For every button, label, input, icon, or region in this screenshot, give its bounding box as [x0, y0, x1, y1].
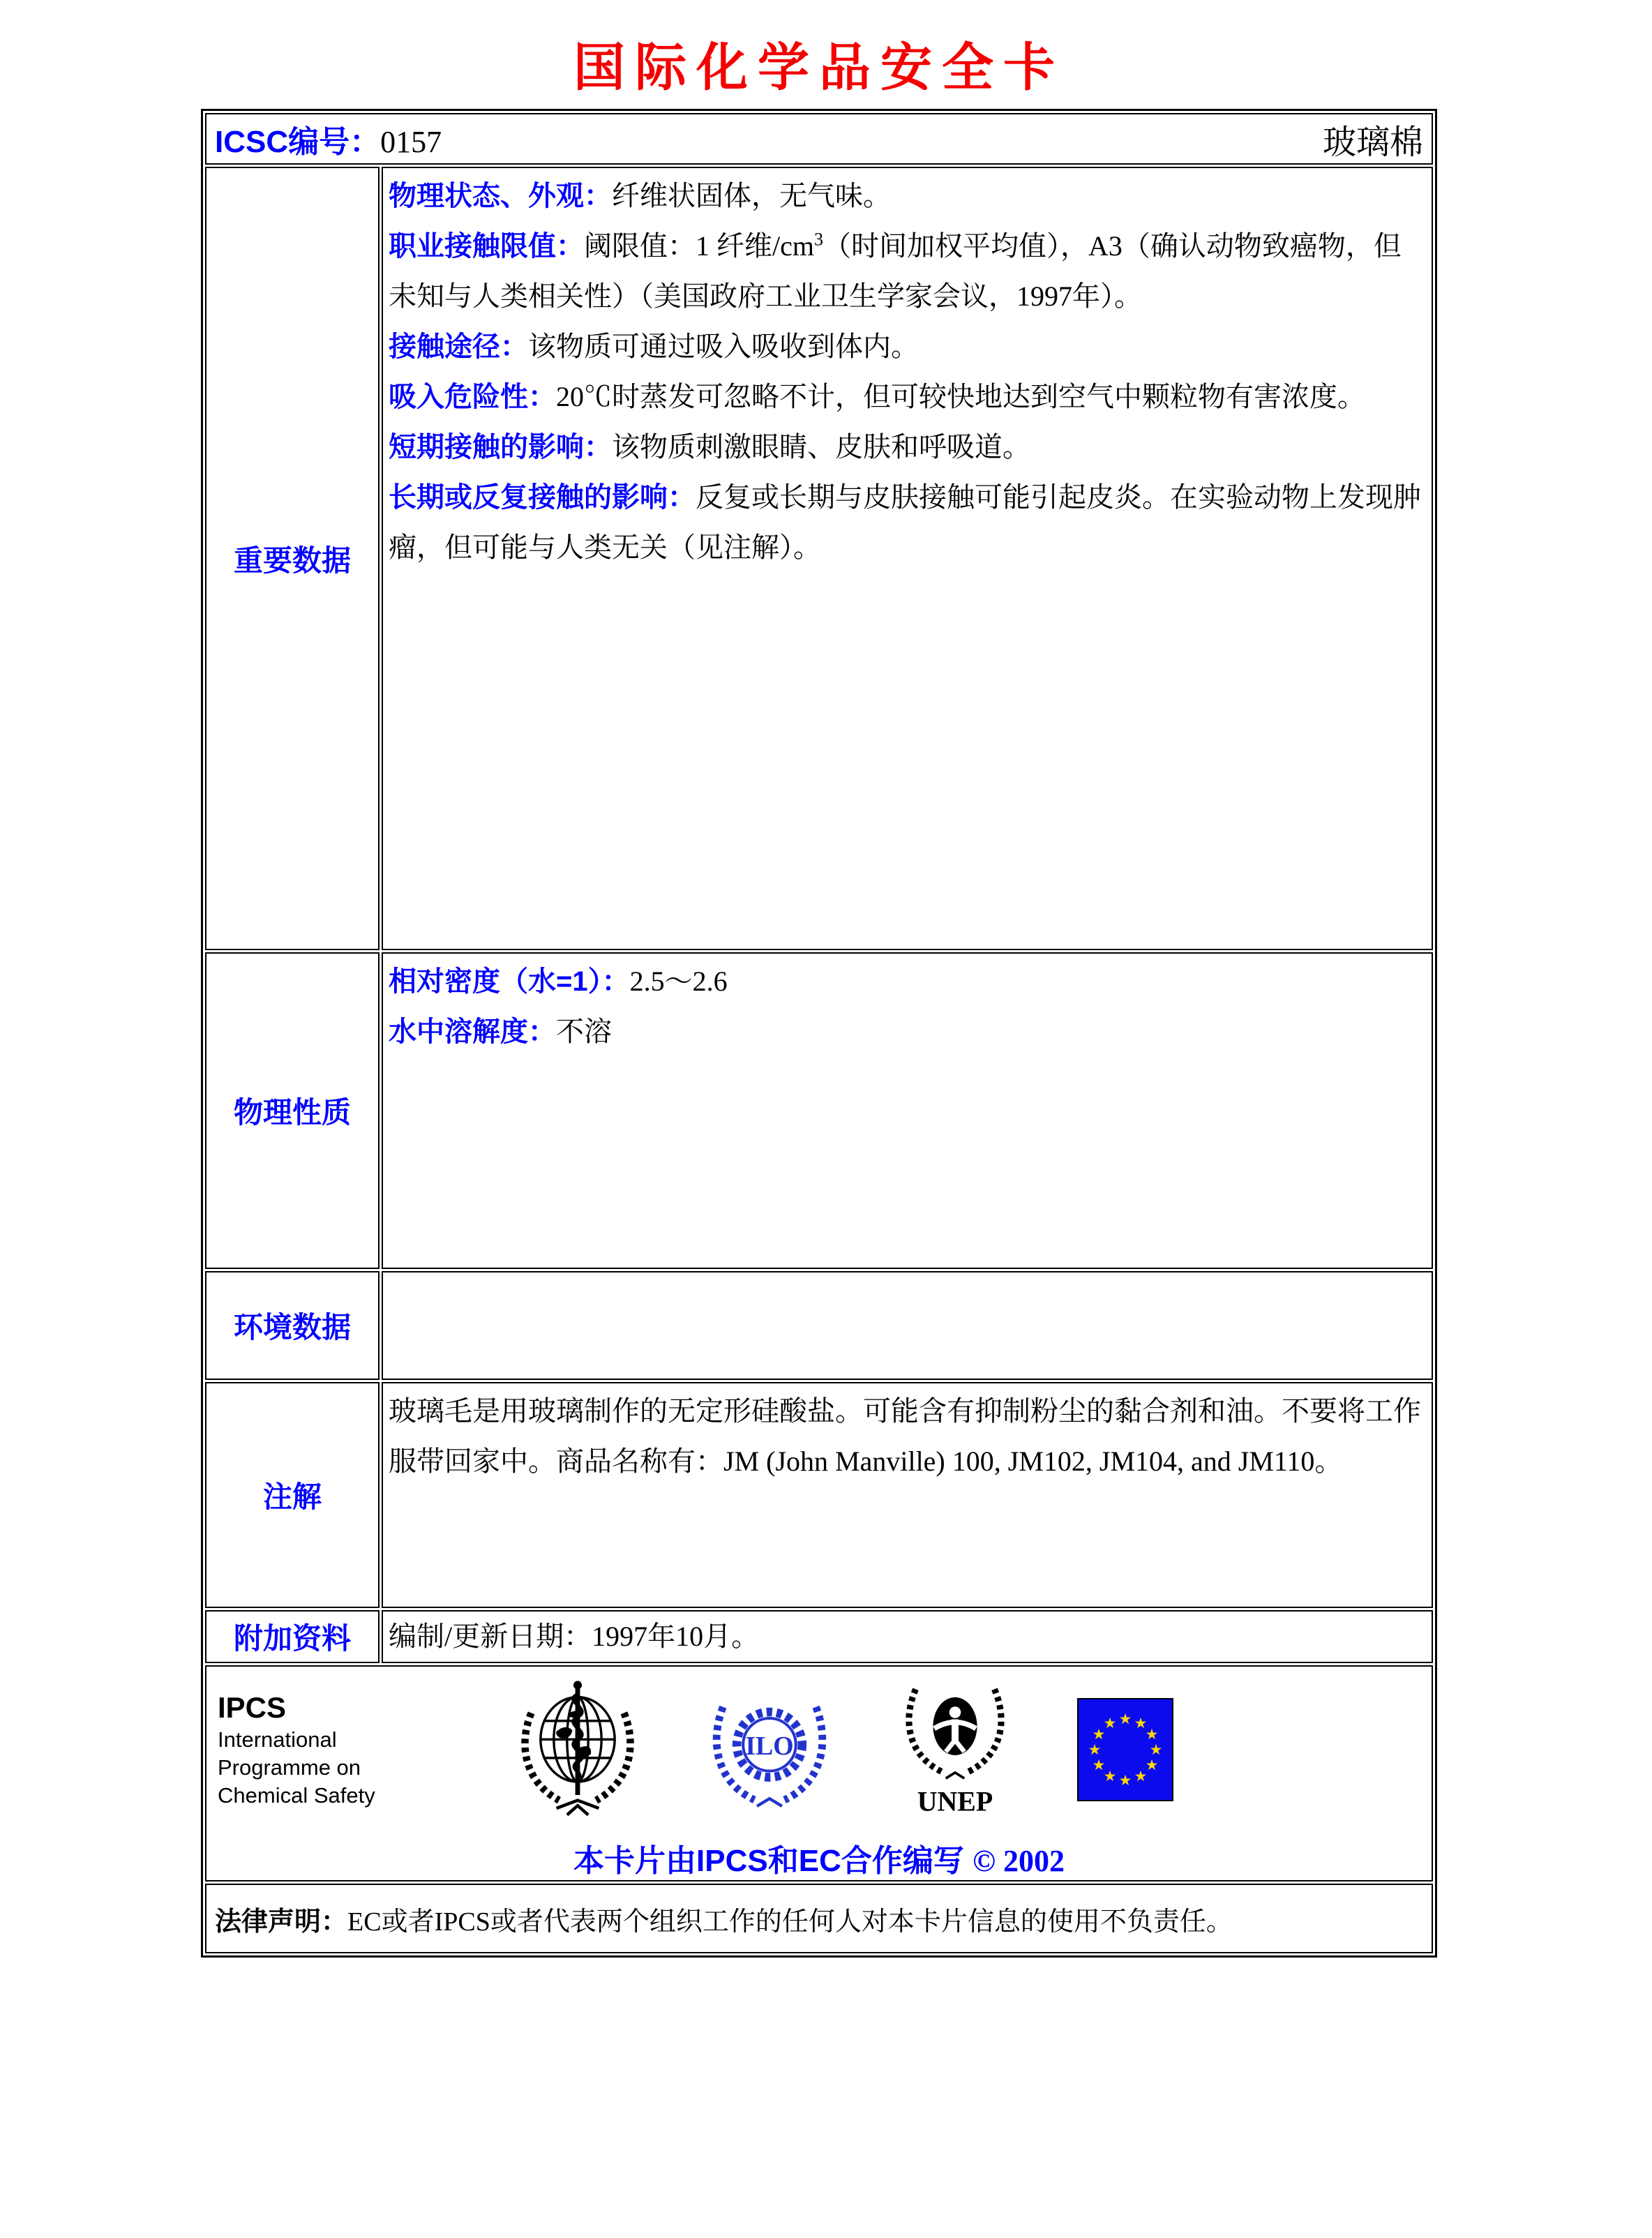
ipcs-block: IPCS International Programme on Chemical Safety — [218, 1690, 448, 1810]
field-short-term-effects: 短期接触的影响：该物质刺激眼睛、皮肤和呼吸道。 — [389, 431, 1030, 463]
svg-text:★: ★ — [1134, 1768, 1148, 1785]
who-logo — [511, 1678, 644, 1822]
icsc-number — [215, 117, 442, 161]
row-label-notes: 注解 — [205, 1382, 380, 1608]
svg-text:★: ★ — [1145, 1757, 1159, 1773]
substance-name: 玻璃棉 — [1322, 123, 1423, 161]
row-label-additional-information: 附加资料 — [205, 1610, 380, 1663]
legal-label: 法律声明： — [215, 1907, 348, 1937]
svg-text:★: ★ — [1149, 1741, 1163, 1758]
additional-information-text: 编制/更新日期：1997年10月。 — [382, 1610, 1433, 1663]
page-title: 国际化学品安全卡 — [573, 40, 1065, 97]
field-physical-state: 物理状态、外观：纤维状固体，无气味。 — [389, 180, 891, 211]
field-relative-density: 相对密度（水=1）：2.5～2.6 — [389, 966, 728, 997]
notes-text: 玻璃毛是用玻璃制作的无定形硅酸盐。可能含有抑制粉尘的黏合剂和油。不要将工作服带回家中。商品名称有：JM (John Manville) 100, JM102, JM104, and JM110。 — [389, 1395, 1421, 1477]
section-important-data — [205, 167, 1433, 950]
svg-text:★: ★ — [1092, 1757, 1106, 1773]
eu-flag — [1077, 1698, 1173, 1801]
section-notes — [205, 1382, 1433, 1608]
ipcs-title: IPCS — [218, 1691, 287, 1724]
section-environmental-data — [205, 1271, 1433, 1380]
svg-text:★: ★ — [1103, 1715, 1117, 1732]
svg-text:★: ★ — [1118, 1772, 1132, 1789]
row-label-important-data: 重要数据 — [205, 167, 380, 950]
footer-row — [205, 1665, 1433, 1882]
copyright: © 2002 — [973, 1844, 1065, 1878]
field-routes-of-exposure: 接触途径：该物质可通过吸入吸收到体内。 — [389, 331, 919, 362]
environmental-data-content — [382, 1271, 1433, 1380]
svg-text:★: ★ — [1145, 1726, 1159, 1743]
field-water-solubility: 水中溶解度：不溶 — [389, 1016, 612, 1047]
svg-text:★: ★ — [1118, 1711, 1132, 1727]
svg-text:★: ★ — [1103, 1768, 1117, 1785]
field-inhalation-risk: 吸入危险性：20℃时蒸发可忽略不计，但可较快地达到空气中颗粒物有害浓度。 — [389, 381, 1365, 412]
row-label-environmental-data: 环境数据 — [205, 1271, 380, 1380]
header-row — [205, 113, 1433, 165]
icsc-number-value: 0157 — [380, 125, 442, 159]
footer-caption: 本卡片由IPCS和EC合作编写 © 2002 — [573, 1844, 1065, 1878]
field-long-term-effects: 长期或反复接触的影响：反复或长期与皮肤接触可能引起皮炎。在实验动物上发现肿瘤，但可能与人类无关（见注解）。 — [389, 481, 1421, 563]
legal-row — [205, 1884, 1433, 1953]
icsc-number-label: ICSC编号： — [215, 125, 381, 159]
unep-logo — [896, 1680, 1014, 1820]
field-occupational-exposure-limits: 职业接触限值：阈限值：1 纤维$/cm^3$（时间加权平均值），A3（确认动物致癌物，但未知与人类相关性）（美国政府工业卫生学家会议，1997年）。 — [389, 229, 1402, 312]
svg-text:★: ★ — [1088, 1741, 1102, 1758]
ilo-logo — [707, 1687, 832, 1812]
svg-text:ILO: ILO — [745, 1732, 794, 1762]
row-label-physical-properties: 物理性质 — [205, 952, 380, 1269]
legal-text: EC或者IPCS或者代表两个组织工作的任何人对本卡片信息的使用不负责任。 — [347, 1907, 1233, 1937]
logo-strip — [206, 1674, 1432, 1823]
section-physical-properties — [205, 952, 1433, 1269]
svg-text:UNEP: UNEP — [917, 1785, 993, 1817]
svg-text:★: ★ — [1092, 1726, 1106, 1743]
svg-text:★: ★ — [1134, 1715, 1148, 1732]
icsc-card-table — [201, 109, 1437, 1958]
section-additional-information — [205, 1610, 1433, 1663]
